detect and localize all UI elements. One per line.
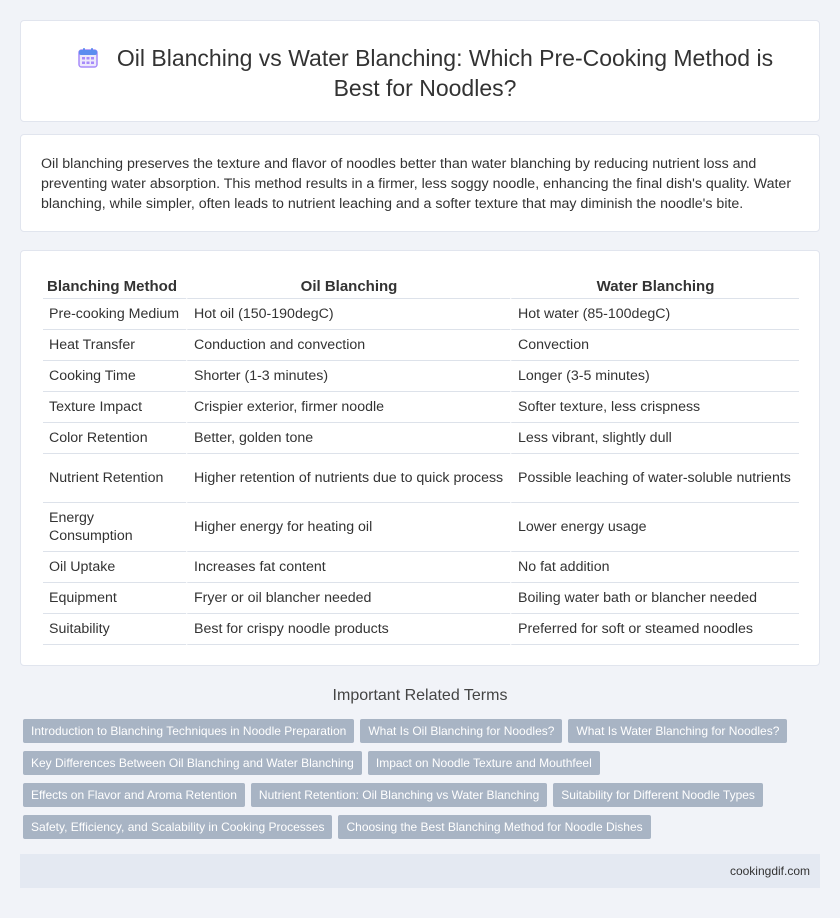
table-row	[43, 454, 799, 503]
title-card	[20, 20, 820, 122]
water-cell: No fat addition	[510, 552, 799, 583]
water-cell: Possible leaching of water-soluble nutrients	[510, 454, 799, 503]
water-cell: Softer texture, less crispness	[510, 392, 799, 423]
header-water-blanching: Water Blanching	[510, 275, 799, 299]
tag-link[interactable]: Effects on Flavor and Aroma Retention	[23, 783, 245, 807]
table-row	[43, 552, 799, 583]
water-cell: Less vibrant, slightly dull	[510, 423, 799, 454]
table-row	[43, 614, 799, 645]
footer	[20, 854, 820, 888]
tag-link[interactable]: Safety, Efficiency, and Scalability in Cooking Processes	[23, 815, 332, 839]
table-row	[43, 392, 799, 423]
oil-cell: Better, golden tone	[186, 423, 510, 454]
oil-cell: Shorter (1-3 minutes)	[186, 361, 510, 392]
water-cell: Longer (3-5 minutes)	[510, 361, 799, 392]
header-oil-blanching: Oil Blanching	[186, 275, 510, 299]
table-header-row	[43, 275, 799, 299]
footer-site-link[interactable]: cookingdif.com	[729, 864, 810, 878]
table-row	[43, 503, 799, 552]
table-row	[43, 583, 799, 614]
table-row	[43, 330, 799, 361]
water-cell: Hot water (85-100degC)	[510, 299, 799, 330]
tag-row	[23, 719, 803, 751]
tag-link[interactable]: What Is Oil Blanching for Noodles?	[360, 719, 562, 743]
oil-cell: Crispier exterior, firmer noodle	[186, 392, 510, 423]
comparison-table	[43, 275, 799, 645]
row-label: Texture Impact	[43, 392, 186, 423]
related-terms-tags	[23, 719, 803, 847]
tag-row	[23, 751, 803, 783]
oil-cell: Conduction and convection	[186, 330, 510, 361]
table-row	[43, 299, 799, 330]
page-title-wrap	[61, 43, 789, 103]
row-label: Nutrient Retention	[43, 454, 186, 503]
row-label: Cooking Time	[43, 361, 186, 392]
intro-card	[20, 134, 820, 232]
tag-link[interactable]: What Is Water Blanching for Noodles?	[568, 719, 787, 743]
oil-cell: Fryer or oil blancher needed	[186, 583, 510, 614]
row-label: Color Retention	[43, 423, 186, 454]
row-label: Oil Uptake	[43, 552, 186, 583]
page-title: Oil Blanching vs Water Blanching: Which Pre-Cooking Method is Best for Noodles?	[116, 45, 774, 101]
oil-cell: Higher energy for heating oil	[186, 503, 510, 552]
tag-row	[23, 815, 803, 847]
intro-paragraph: Oil blanching preserves the texture and flavor of noodles better than water blanching by reducing nutrient loss and preventing water absorption. This method results in a firmer, less soggy noodle, enhancing the final dish's quality. Water blanching, while simpler, often leads to nutrient leaching and a softer texture that may diminish the noodle's bite.	[41, 156, 792, 212]
tag-link[interactable]: Introduction to Blanching Techniques in Noodle Preparation	[23, 719, 354, 743]
row-label: Energy Consumption	[43, 503, 186, 552]
row-label: Equipment	[43, 583, 186, 614]
table-row	[43, 361, 799, 392]
related-terms-title: Important Related Terms	[332, 687, 508, 704]
row-label: Pre-cooking Medium	[43, 299, 186, 330]
tag-link[interactable]: Impact on Noodle Texture and Mouthfeel	[368, 751, 600, 775]
oil-cell: Higher retention of nutrients due to quick process	[186, 454, 510, 503]
row-label: Suitability	[43, 614, 186, 645]
header-blanching-method: Blanching Method	[43, 275, 186, 299]
oil-cell: Best for crispy noodle products	[186, 614, 510, 645]
oil-cell: Increases fat content	[186, 552, 510, 583]
water-cell: Boiling water bath or blancher needed	[510, 583, 799, 614]
tag-link[interactable]: Choosing the Best Blanching Method for Noodle Dishes	[338, 815, 650, 839]
table-row	[43, 423, 799, 454]
tag-row	[23, 783, 803, 815]
row-label: Heat Transfer	[43, 330, 186, 361]
comparison-card	[20, 250, 820, 666]
calendar-icon	[77, 46, 99, 68]
water-cell: Preferred for soft or steamed noodles	[510, 614, 799, 645]
water-cell: Convection	[510, 330, 799, 361]
tag-link[interactable]: Nutrient Retention: Oil Blanching vs Water Blanching	[251, 783, 547, 807]
tag-link[interactable]: Suitability for Different Noodle Types	[553, 783, 763, 807]
oil-cell: Hot oil (150-190degC)	[186, 299, 510, 330]
tag-link[interactable]: Key Differences Between Oil Blanching and Water Blanching	[23, 751, 362, 775]
water-cell: Lower energy usage	[510, 503, 799, 552]
